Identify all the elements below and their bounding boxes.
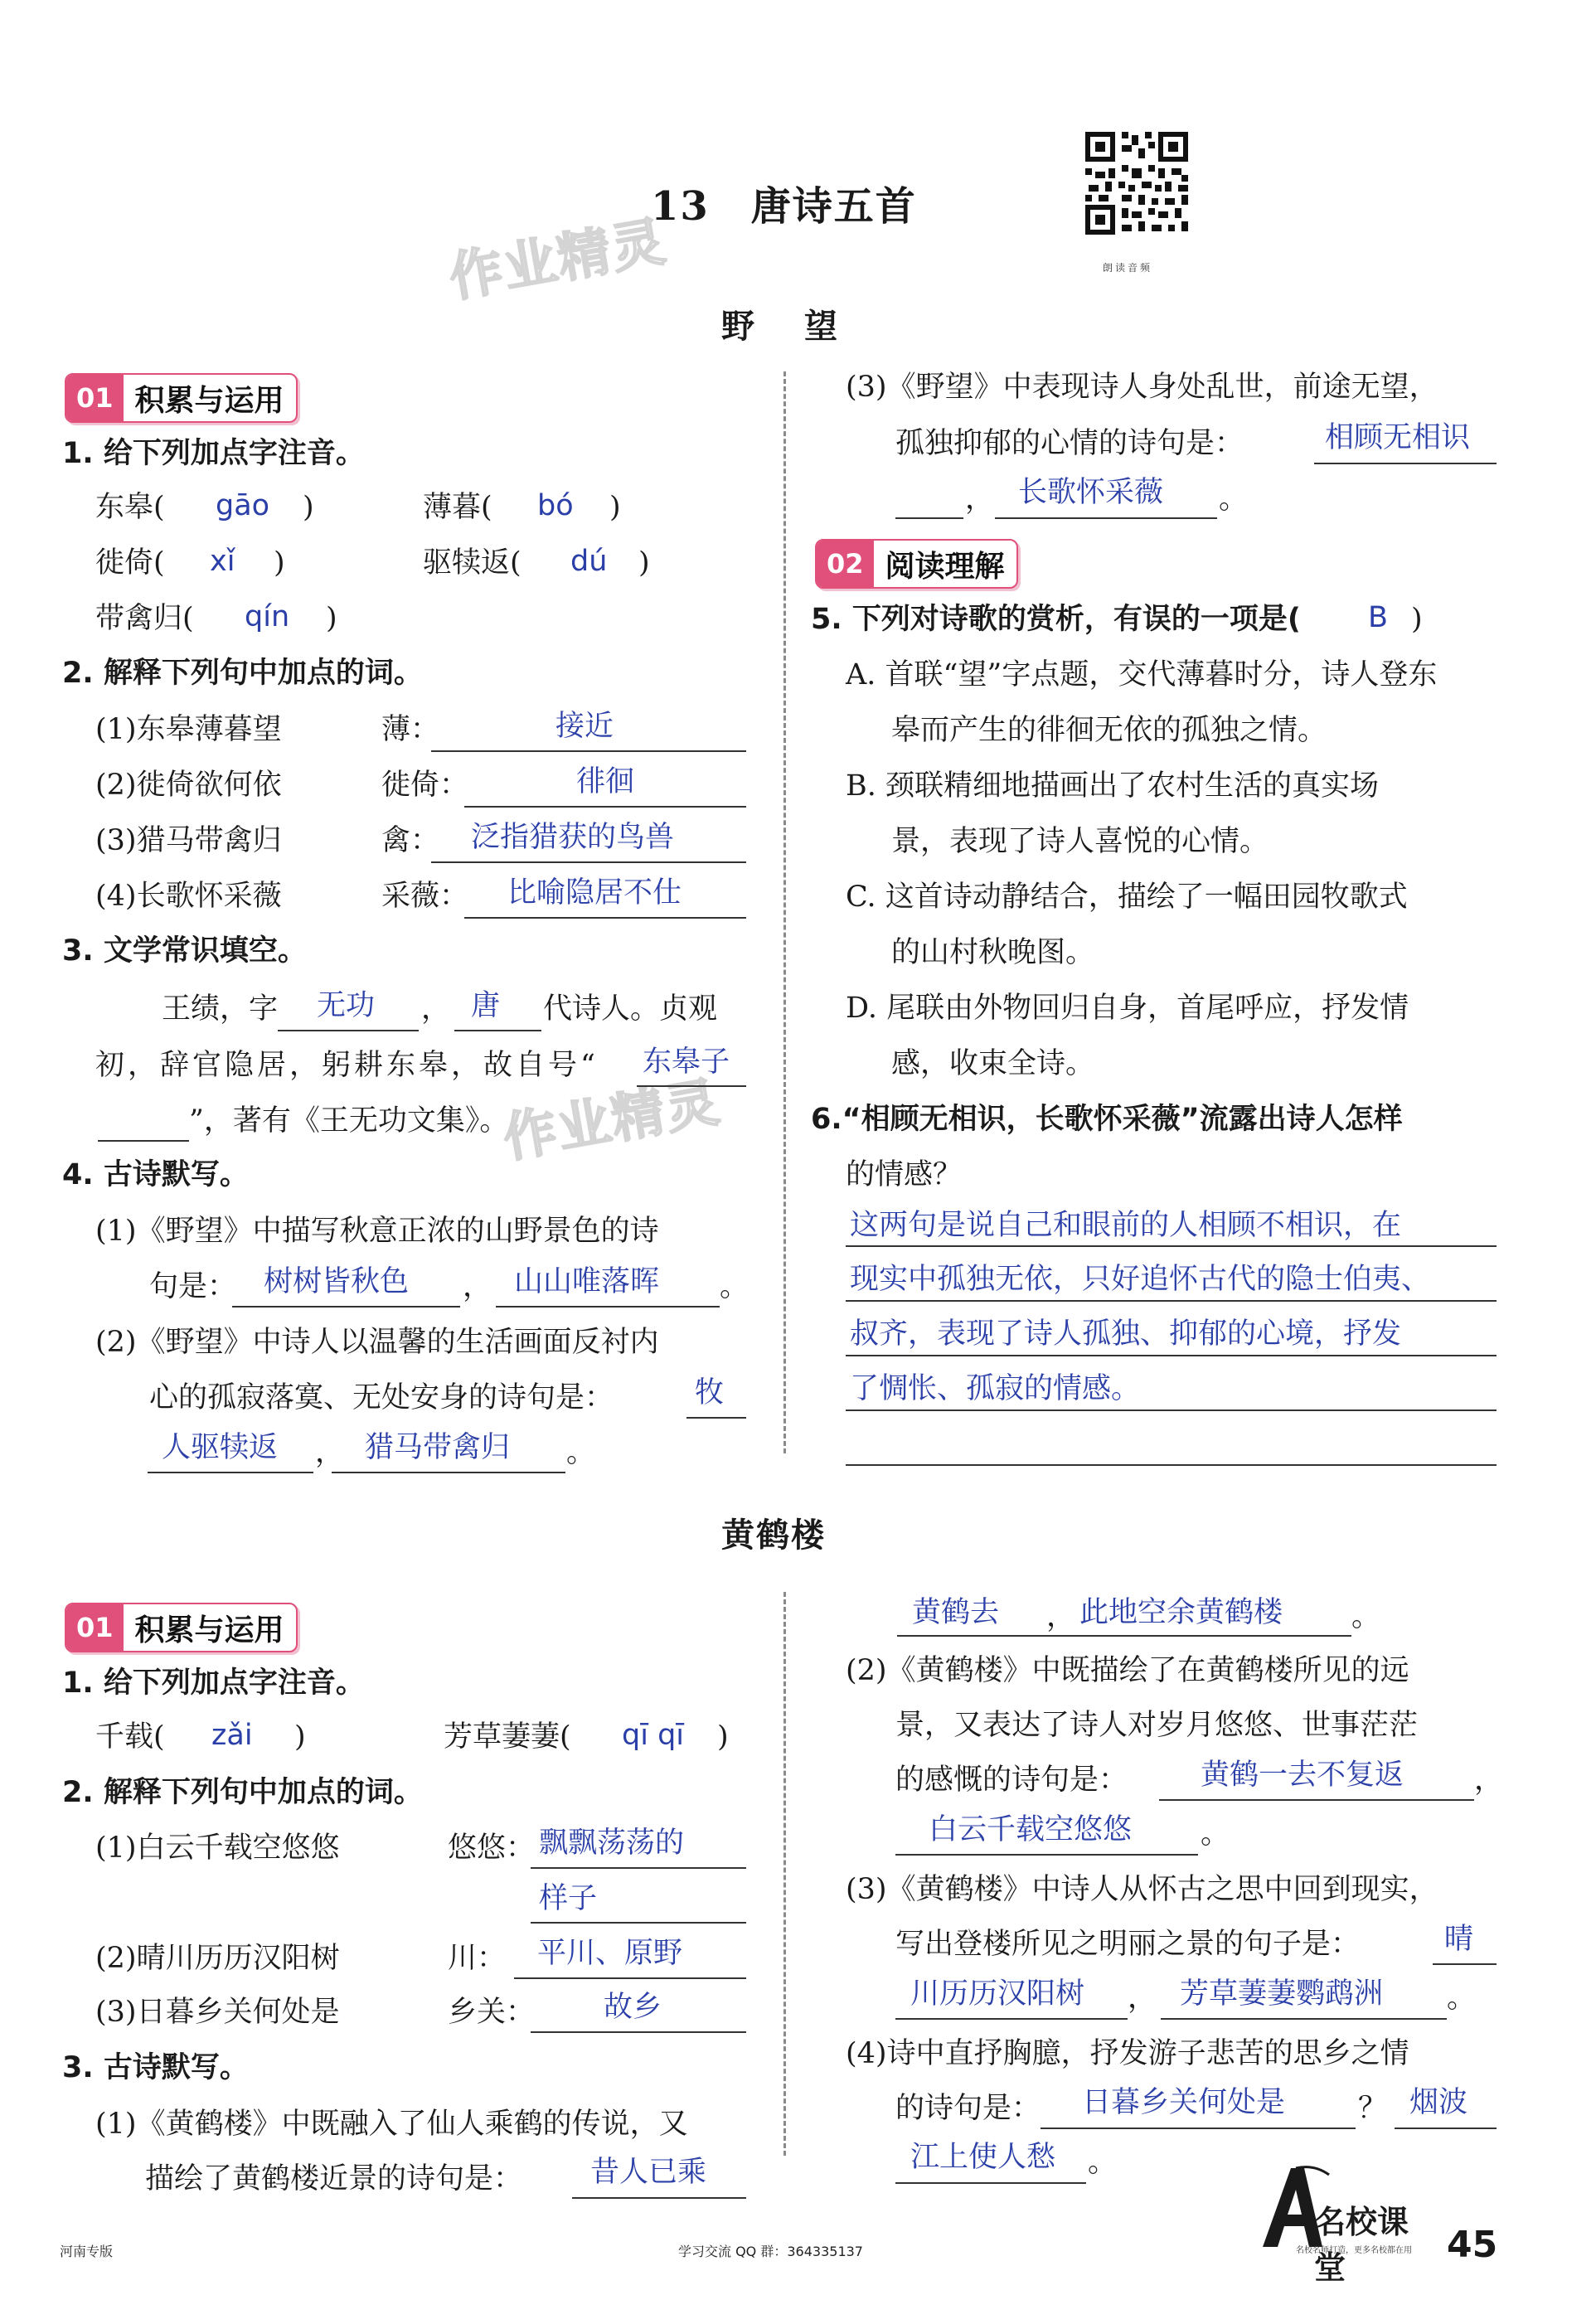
answer-line	[895, 2181, 1086, 2184]
text: 描绘了黄鹤楼近景的诗句是：	[145, 2162, 523, 2195]
answer-line	[496, 1304, 720, 1308]
answer-pinyin: qín	[245, 600, 290, 633]
sentence: (1)东皋薄暮望	[95, 713, 282, 746]
question-5-stem: 5. 下列对诗歌的赏析，有误的一项是(	[811, 603, 1301, 636]
question-4-stem: 4. 古诗默写。	[62, 1158, 249, 1191]
word-key: 采薇：	[381, 880, 469, 913]
answer-line	[897, 1633, 1046, 1637]
paren-close: )	[609, 491, 621, 524]
answer-line	[895, 1852, 1198, 1856]
logo-text: 名校课堂	[1314, 2203, 1409, 2286]
answer-text: 泛指猎获的鸟兽	[471, 821, 675, 854]
answer-line	[846, 1408, 1497, 1411]
text: (2)《黄鹤楼》中既描绘了在黄鹤楼所见的远	[846, 1654, 1409, 1687]
answer-line-text: 这两句是说自己和眼前的人相顾不相识，在	[850, 1209, 1402, 1242]
text: (1)《野望》中描写秋意正浓的山野景色的诗	[95, 1215, 659, 1248]
answer-pinyin: zǎi	[211, 1719, 253, 1752]
answer-text: 树树皆秋色	[264, 1265, 410, 1298]
paren-close: )	[717, 1720, 729, 1754]
answer-choice: B	[1368, 601, 1389, 634]
answer-text: 黄鹤去	[912, 1596, 1000, 1629]
word-key: 乡关：	[448, 1996, 536, 2029]
word-key: 禽：	[381, 824, 440, 857]
text: 。	[1088, 2146, 1118, 2179]
text: 。	[1201, 1817, 1230, 1851]
answer-line	[514, 1976, 746, 1979]
text: 。	[566, 1436, 596, 1469]
text: 写出登楼所见之明丽之景的句子是：	[895, 1928, 1361, 1961]
text: 。	[1219, 483, 1249, 516]
logo-subtitle: 名校名师打造，更多名校都在用	[1296, 2246, 1412, 2255]
text: ，	[421, 992, 451, 1026]
answer-pinyin: bó	[537, 489, 574, 522]
answer-text: 日暮乡关何处是	[1082, 2086, 1286, 2119]
text: ，	[463, 1270, 492, 1303]
text: (3)《黄鹤楼》中诗人从怀古之思中回到现实，	[846, 1873, 1438, 1906]
answer-line	[464, 804, 746, 808]
answer-line	[572, 2195, 746, 2199]
question-2-stem: 2. 解释下列句中加点的词。	[62, 1776, 423, 1809]
answer-text: 长歌怀采薇	[1018, 476, 1164, 509]
pinyin-item: 千载(	[95, 1720, 165, 1754]
publisher-logo	[1256, 2160, 1438, 2286]
answer-line	[531, 1866, 746, 1869]
answer-line	[1395, 2126, 1497, 2129]
sentence: (3)猎马带禽归	[95, 824, 282, 857]
pinyin-item: 徙倚(	[95, 546, 165, 580]
column-divider	[783, 1592, 786, 2156]
watermark: 作业精灵	[498, 1071, 725, 1171]
column-divider	[783, 371, 786, 1453]
word-key: 川：	[448, 1942, 507, 1975]
answer-line-text: 了惆怅、孤寂的情感。	[850, 1372, 1141, 1405]
section-badge-reading	[815, 539, 1018, 589]
badge-number: 01	[66, 375, 124, 421]
paren-close: )	[294, 1720, 306, 1754]
answer-line	[232, 1304, 460, 1308]
sentence: (4)长歌怀采薇	[95, 880, 282, 913]
text: (1)《黄鹤楼》中既融入了仙人乘鹤的传说，又	[95, 2108, 688, 2141]
answer-line	[1161, 2016, 1447, 2020]
answer-line	[846, 1463, 1497, 1466]
answer-text: 此地空余黄鹤楼	[1079, 1596, 1283, 1629]
question-3-stem: 3. 古诗默写。	[62, 2051, 249, 2084]
text: (4)诗中直抒胸臆，抒发游子悲苦的思乡之情	[846, 2037, 1409, 2070]
word-key: 悠悠：	[448, 1832, 536, 1865]
text: (3)《野望》中表现诗人身处乱世，前途无望，	[846, 371, 1438, 404]
sentence: (2)徙倚欲何依	[95, 769, 282, 802]
answer-line	[332, 1470, 565, 1473]
answer-text: 江上使人愁	[910, 2141, 1056, 2174]
text: 代诗人。贞观	[543, 992, 718, 1026]
text: 的诗句是：	[895, 2092, 1041, 2125]
answer-line	[148, 1470, 313, 1473]
answer-line	[846, 1244, 1497, 1247]
answer-pinyin: xǐ	[210, 545, 235, 578]
answer-text: 川历历汉阳树	[910, 1977, 1085, 2011]
poem-title-huanghelou: 黄鹤楼	[721, 1516, 826, 1555]
answer-text: 烟波	[1409, 2086, 1468, 2119]
text: 。	[1447, 1982, 1477, 2015]
answer-line	[1433, 1962, 1497, 1965]
answer-line	[531, 1920, 746, 1924]
footer-qq-group: 学习交流 QQ 群：364335137	[678, 2244, 863, 2259]
option-a-cont: 皋而产生的徘徊无依的孤独之情。	[891, 714, 1327, 747]
paren-close: )	[1411, 603, 1423, 636]
badge-number: 02	[817, 541, 874, 587]
answer-pinyin: qī qī	[622, 1719, 685, 1752]
text: (2)《野望》中诗人以温馨的生活画面反衬内	[95, 1326, 659, 1359]
question-1-stem: 1. 给下列加点字注音。	[62, 437, 365, 470]
question-6-stem: 6.“相顾无相识，长歌怀采薇”流露出诗人怎样	[811, 1103, 1403, 1136]
sentence: (1)白云千载空悠悠	[95, 1832, 340, 1865]
qr-code-icon[interactable]	[1082, 129, 1191, 238]
text: ”，著有《王无功文集》。	[189, 1104, 509, 1138]
text: 。	[1351, 1600, 1381, 1633]
paren-close: )	[274, 546, 285, 580]
answer-line-text: 叔齐，表现了诗人孤独、抑郁的心境，抒发	[850, 1317, 1402, 1351]
answer-text: 晴	[1444, 1923, 1474, 1956]
word-key: 薄：	[381, 713, 440, 746]
option-b-cont: 景，表现了诗人喜悦的心情。	[891, 825, 1269, 858]
answer-line	[278, 1028, 419, 1031]
poem-title-yewang: 野 望	[721, 307, 846, 346]
answer-line	[895, 516, 963, 519]
question-1-stem: 1. 给下列加点字注音。	[62, 1667, 365, 1700]
answer-text: 平川、原野	[537, 1937, 683, 1970]
answer-line	[531, 2030, 746, 2033]
option-a: A. 首联“望”字点题，交代薄暮时分，诗人登东	[846, 658, 1438, 691]
text: 孤独抑郁的心情的诗句是：	[895, 427, 1244, 460]
answer-line	[686, 1415, 746, 1419]
answer-text: 牧	[695, 1376, 725, 1409]
text: ，	[1128, 1982, 1157, 2015]
badge-label: 积累与运用	[134, 1612, 284, 1647]
sentence: (3)日暮乡关何处是	[95, 1996, 340, 2029]
answer-text: 猎马带禽归	[365, 1431, 511, 1464]
answer-line	[464, 915, 746, 919]
answer-text: 徘徊	[576, 765, 635, 798]
answer-line	[1041, 1633, 1351, 1637]
paren-close: )	[638, 546, 650, 580]
answer-line	[1314, 461, 1497, 464]
pinyin-item: 驱犊返(	[423, 546, 521, 580]
answer-text: 白云千载空悠悠	[929, 1813, 1133, 1846]
text: 初，辞官隐居，躬耕东皋，故自号“	[95, 1049, 599, 1082]
answer-line	[846, 1298, 1497, 1302]
option-c: C. 这首诗动静结合，描绘了一幅田园牧歌式	[846, 881, 1408, 914]
option-c-cont: 的山村秋晚图。	[891, 936, 1095, 969]
text: ，	[1046, 1600, 1076, 1633]
answer-text: 样子	[539, 1882, 598, 1915]
answer-line	[98, 1138, 189, 1142]
answer-text: 东皋子	[643, 1046, 730, 1079]
answer-text: 黄鹤一去不复返	[1201, 1759, 1404, 1792]
text: ，	[965, 483, 995, 516]
answer-text: 山山唯落晖	[514, 1265, 660, 1298]
badge-label: 积累与运用	[134, 382, 284, 418]
question-3-stem: 3. 文学常识填空。	[62, 934, 307, 968]
answer-line	[846, 1353, 1497, 1356]
text: 。	[720, 1270, 749, 1303]
question-6-stem-cont: 的情感？	[846, 1158, 963, 1191]
pinyin-item: 薄暮(	[423, 491, 492, 524]
text: 的感慨的诗句是：	[895, 1764, 1128, 1797]
paren-close: )	[303, 491, 314, 524]
answer-text: 接近	[555, 710, 614, 743]
text: ，	[1474, 1764, 1504, 1797]
answer-text: 无功	[317, 989, 376, 1022]
option-d: D. 尾联由外物回归自身，首尾呼应，抒发情	[846, 992, 1409, 1025]
answer-text: 昔人已乘	[590, 2156, 707, 2189]
answer-line	[895, 2016, 1128, 2020]
answer-line	[995, 516, 1217, 519]
page-number: 45	[1447, 2224, 1498, 2266]
paren-close: )	[326, 602, 337, 635]
answer-text: 唐	[471, 989, 501, 1022]
footer-edition: 河南专版	[60, 2244, 114, 2259]
word-key: 徙倚：	[381, 769, 469, 802]
watermark: 作业精灵	[444, 211, 672, 310]
qr-caption: 朗读音频	[1103, 262, 1153, 274]
text: 句是：	[149, 1270, 237, 1303]
answer-text: 芳草萋萋鹦鹉洲	[1180, 1977, 1384, 2011]
sentence: (2)晴川历历汉阳树	[95, 1942, 340, 1975]
pinyin-item: 东皋(	[95, 491, 165, 524]
answer-line	[1159, 1798, 1474, 1801]
section-badge-accumulation	[65, 373, 298, 423]
text: ，	[315, 1436, 345, 1469]
badge-label: 阅读理解	[885, 548, 1005, 584]
answer-line-text: 现实中孤独无依，只好追怀古代的隐士伯夷、	[850, 1263, 1431, 1296]
answer-line	[431, 860, 746, 863]
badge-number: 01	[66, 1604, 124, 1651]
option-d-cont: 感，收束全诗。	[891, 1047, 1095, 1080]
answer-line	[431, 749, 746, 752]
answer-text: 人驱犊返	[162, 1431, 279, 1464]
text: 心的孤寂落寞、无处安身的诗句是：	[149, 1381, 614, 1414]
text: 景，又表达了诗人对岁月悠悠、世事茫茫	[895, 1709, 1419, 1742]
answer-pinyin: dú	[570, 545, 608, 578]
pinyin-item: 芳草萋萋(	[444, 1720, 571, 1754]
question-2-stem: 2. 解释下列句中加点的词。	[62, 657, 423, 690]
pinyin-item: 带禽归(	[95, 602, 194, 635]
answer-text: 比喻隐居不仕	[507, 876, 682, 910]
option-b: B. 颈联精细地描画出了农村生活的真实场	[846, 769, 1379, 803]
answer-text: 相顾无相识	[1325, 421, 1471, 454]
answer-line	[637, 1084, 746, 1087]
answer-text: 故乡	[604, 1991, 662, 2024]
answer-pinyin: gāo	[216, 489, 270, 522]
answer-text: 飘飘荡荡的	[539, 1827, 685, 1860]
answer-line	[454, 1028, 541, 1031]
section-badge-accumulation	[65, 1603, 298, 1652]
text: 王绩，字	[162, 992, 279, 1026]
answer-line	[1041, 2126, 1356, 2129]
text: ？	[1358, 2092, 1388, 2125]
page-title: 13 唐诗五首	[651, 183, 917, 230]
